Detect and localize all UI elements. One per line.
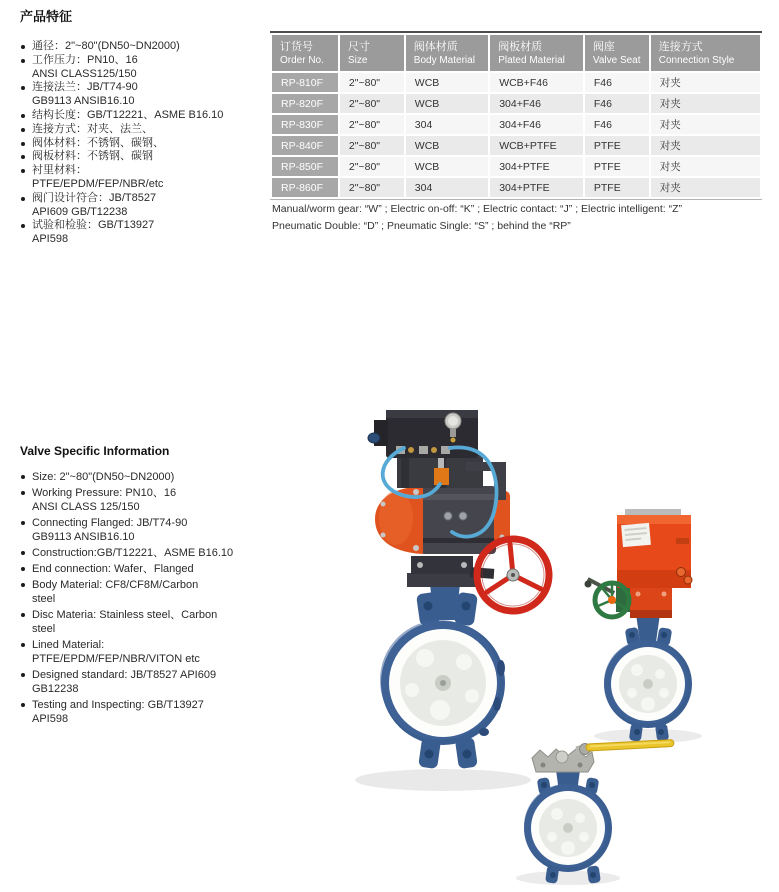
spec-item [20,516,276,544]
order-table-block [270,31,762,200]
table-row [272,73,760,92]
header-zh: 阀座 [592,41,615,53]
cell: WCB [406,157,488,176]
spec-line: Lined Material: [32,639,105,651]
header-zh: 阀体材质 [413,41,458,53]
cell: PTFE [585,136,649,155]
pneumatic-butterfly-valve-photo [355,410,549,791]
spec-item [20,486,276,514]
cell: WCB [406,73,488,92]
spec-line: Connecting Flanged: JB/T74-90 [32,517,188,529]
valve-spec-list [20,470,276,726]
spec-line: Disc Materia: Stainless steel、Carbon [32,609,218,621]
cell: 304 [406,115,488,134]
product-features-section [20,6,270,247]
spec-item [20,470,276,484]
header-zh: 阀板材质 [498,41,543,53]
header-en: Plated Material [498,55,565,66]
spec-line: steel [32,593,56,605]
header-zh: 尺寸 [347,41,370,53]
table-row [272,136,760,155]
product-photos [280,388,779,892]
cell: 304+F46 [490,115,583,134]
spec-line: steel [32,623,56,635]
header-en: Order No. [280,55,324,66]
cell: F46 [585,94,649,113]
feature-item [20,164,270,192]
spec-line: PTFE/EPDM/FEP/NBR/VITON etc [32,653,200,665]
order-code-notes [272,201,772,234]
section-heading-valve-specific-information: Valve Specific Information [20,444,170,458]
cell: 2"~80" [340,115,404,134]
header-en: Body Material [413,55,475,66]
spec-line: Working Pressure: PN10、16 [32,487,177,499]
cell: WCB+F46 [490,73,583,92]
header-en: Connection Style [658,55,735,66]
order-no-cell: RP-840F [272,136,338,155]
cell: 2"~80" [340,94,404,113]
note-line: Manual/worm gear: “W” ; Electric on-off: “K” ; Electric contact: “J” ; Electric intelligent: “Z” [272,203,682,215]
col-header-size [340,35,404,71]
header-zh: 订货号 [280,41,313,53]
col-header-plated-material [490,35,583,71]
spec-item [20,562,276,576]
order-no-cell: RP-810F [272,73,338,92]
header-en: Size [347,55,368,66]
cell: 304+PTFE [490,178,583,197]
spec-item [20,638,276,666]
order-table [270,33,762,199]
spec-item [20,608,276,636]
spec-item [20,668,276,696]
cell: 2"~80" [340,178,404,197]
spec-line: End connection: Wafer、Flanged [32,563,194,575]
col-header-order-no [272,35,338,71]
feature-line: ANSI CLASS125/150 [32,67,137,80]
feature-item [20,81,270,109]
feature-line: 通径：2"~80"(DN50~DN2000) [32,40,180,52]
feature-line: 阀体材料：不锈钢、碳钢、 [32,136,164,149]
cell: 2"~80" [340,136,404,155]
cell: WCB [406,136,488,155]
cell: PTFE [585,157,649,176]
cell: 对夹 [651,136,760,155]
feature-line: 结构长度：GB/T12221、ASME B16.10 [32,108,224,121]
feature-line: PTFE/EPDM/FEP/NBR/etc [32,177,164,190]
spec-line: Designed standard: JB/T8527 API609 [32,669,217,681]
cell: 304+PTFE [490,157,583,176]
feature-line: 阀板材料：不锈钢、碳钢 [32,150,153,163]
spec-line: Size: 2"~80"(DN50~DN2000) [32,471,175,483]
table-row [272,94,760,113]
feature-line: 衬里材料： [32,164,87,177]
note-line: Pneumatic Double: “D” ; Pneumatic Single: “S” ; behind the “RP” [272,219,571,232]
spec-line: GB9113 ANSIB16.10 [32,531,135,543]
cell: 对夹 [651,178,760,197]
cell: 对夹 [651,94,760,113]
feature-line: API598 [32,233,69,246]
spec-line: API598 [32,713,69,725]
order-no-cell: RP-830F [272,115,338,134]
spec-line: Body Material: CF8/CF8M/Carbon [32,579,199,591]
spec-line: ANSI CLASS 125/150 [32,501,140,513]
feature-item [20,192,270,220]
table-row [272,115,760,134]
cell: 对夹 [651,73,760,92]
order-no-cell: RP-820F [272,94,338,113]
col-header-valve-seat [585,35,649,71]
section-heading-product-features: 产品特征 [20,9,73,24]
feature-item [20,219,270,247]
feature-line: 连接方式：对夹、法兰、 [32,122,153,135]
cell: 对夹 [651,115,760,134]
cell: 304+F46 [490,94,583,113]
cell: WCB [406,94,488,113]
spec-item [20,546,276,560]
order-no-cell: RP-850F [272,157,338,176]
cell: 对夹 [651,157,760,176]
table-row [272,178,760,197]
table-row [272,157,760,176]
product-features-list [20,40,270,247]
feature-line: 连接法兰：JB/T74-90 [32,81,138,94]
valve-specific-information-section [20,444,276,728]
feature-item [20,54,270,82]
feature-line: 阀门设计符合：JB/T8527 [32,191,157,204]
cell: 2"~80" [340,157,404,176]
spec-line: Construction:GB/T12221、ASME B16.10 [32,547,234,559]
cell: WCB+PTFE [490,136,583,155]
spec-line: GB12238 [32,683,79,695]
table-header-row [272,35,760,71]
feature-item [20,137,270,151]
lever-butterfly-valve-photo [516,740,674,885]
cell: F46 [585,115,649,134]
feature-item [20,40,270,54]
feature-item [20,150,270,164]
feature-item [20,109,270,123]
feature-item [20,123,270,137]
electric-butterfly-valve-photo [585,509,703,743]
header-en: Valve Seat [592,55,641,66]
cell: 304 [406,178,488,197]
spec-line: Testing and Inspecting: GB/T13927 [32,699,204,711]
cell: F46 [585,73,649,92]
header-zh: 连接方式 [658,41,703,53]
cell: 2"~80" [340,73,404,92]
feature-line: API609 GB/T12238 [32,205,128,218]
feature-line: 工作压力：PN10、16 [32,53,138,66]
table-bottom-rule [270,199,762,200]
col-header-body-material [406,35,488,71]
feature-line: 试验和检验：GB/T13927 [32,219,155,232]
order-no-cell: RP-860F [272,178,338,197]
cell: PTFE [585,178,649,197]
col-header-connection-style [651,35,760,71]
spec-item [20,578,276,606]
feature-line: GB9113 ANSIB16.10 [32,95,135,108]
spec-item [20,698,276,726]
